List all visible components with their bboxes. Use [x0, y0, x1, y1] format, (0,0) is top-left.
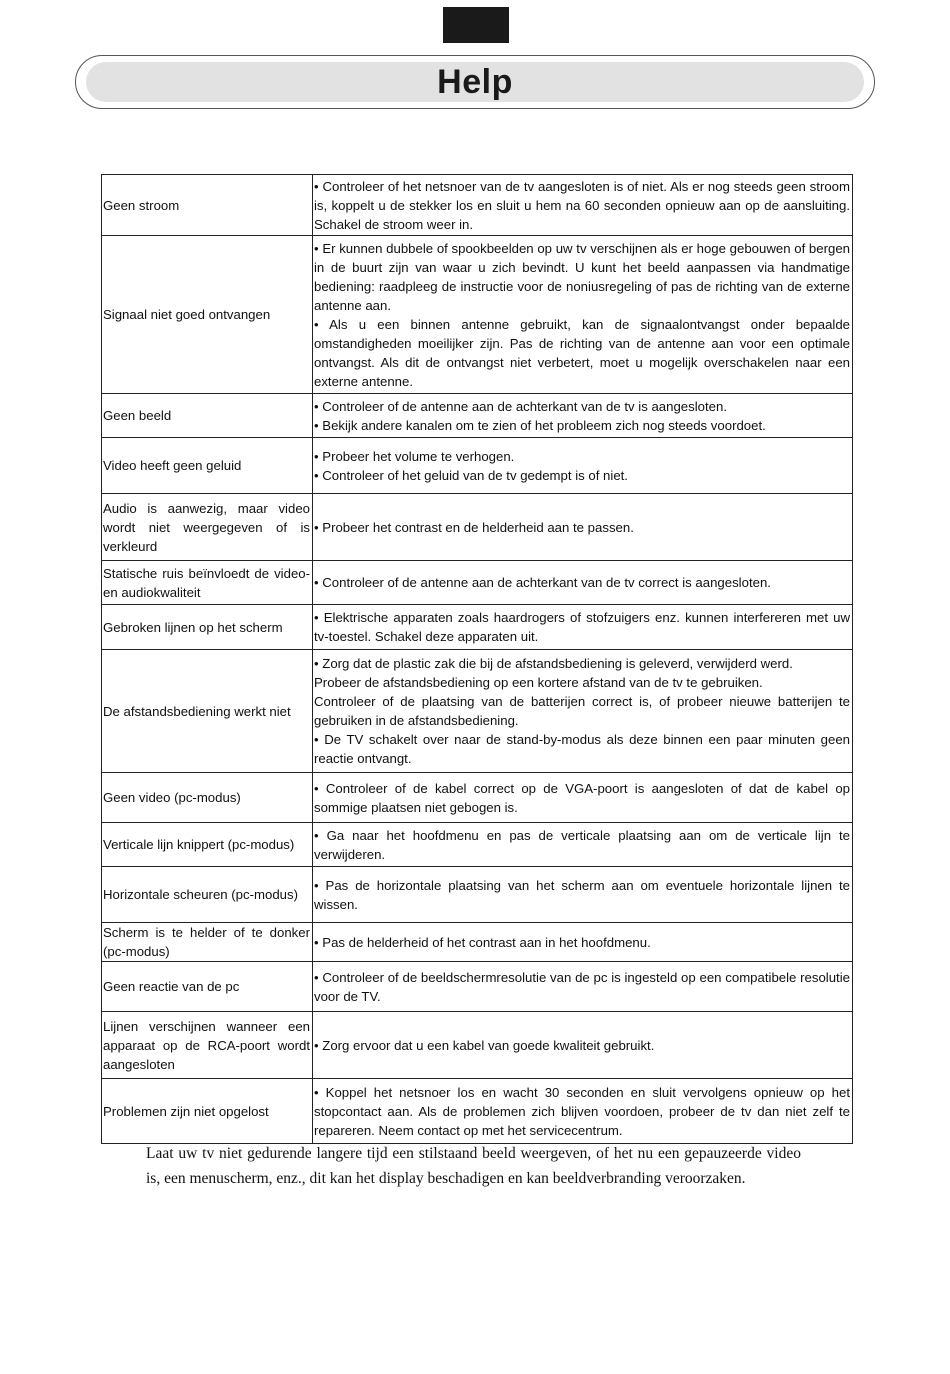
solution-line: • Controleer of de antenne aan de achterkant van de tv is aangesloten. [314, 398, 727, 414]
solution-cell [313, 438, 853, 494]
problem-cell: De afstandsbediening werkt niet [102, 650, 313, 773]
problem-cell: Horizontale scheuren (pc-modus) [102, 867, 313, 923]
solution-cell [313, 561, 853, 605]
solution-line: Probeer de afstandsbediening op een kortere afstand van de tv te gebruiken. [314, 675, 763, 690]
troubleshooting-table [101, 174, 853, 1144]
table-row [102, 867, 853, 923]
table-row [102, 175, 853, 236]
table-row [102, 1012, 853, 1079]
table-row [102, 823, 853, 867]
solution-line: • Ga naar het hoofdmenu en pas de verticale plaatsing aan om de verticale lijn te verwijderen. [314, 827, 850, 862]
problem-cell: Geen stroom [102, 175, 313, 236]
solution-line: • Controleer of het geluid van de tv gedempt is of niet. [314, 467, 628, 483]
table-row [102, 494, 853, 561]
solution-line: • Controleer of de antenne aan de achterkant van de tv correct is aangesloten. [314, 575, 771, 590]
help-banner [75, 55, 875, 109]
table-row [102, 394, 853, 438]
table-row [102, 1079, 853, 1144]
table-row [102, 773, 853, 823]
solution-line: • Koppel het netsnoer los en wacht 30 seconden en sluit vervolgens opnieuw op het stopcontact aan. Als de problemen zich blijven voordoen, probeer de tv dan niet zelf te repareren. Neem contact op met het servicecentrum. [314, 1084, 850, 1138]
problem-cell: Gebroken lijnen op het scherm [102, 605, 313, 650]
solution-line: • Pas de horizontale plaatsing van het scherm aan om eventuele horizontale lijnen te wissen. [314, 877, 850, 912]
solution-line: • Bekijk andere kanalen om te zien of het probleem zich nog steeds voordoet. [314, 417, 766, 433]
solution-line: • Controleer of de beeldschermresolutie van de pc is ingesteld op een compatibele resolutie voor de TV. [314, 969, 850, 1004]
problem-cell: Geen reactie van de pc [102, 962, 313, 1012]
problem-cell: Video heeft geen geluid [102, 438, 313, 494]
problem-cell: Statische ruis beïnvloedt de video- en audiokwaliteit [102, 561, 313, 605]
solution-cell [313, 1012, 853, 1079]
solution-cell [313, 605, 853, 650]
problem-cell: Signaal niet goed ontvangen [102, 236, 313, 394]
page-tab-marker [443, 7, 509, 43]
burn-in-warning: Laat uw tv niet gedurende langere tijd een stilstaand beeld weergeven, of het nu een gepauzeerde video is, een menuscherm, enz., dit kan het display beschadigen en kan beeldverbranding veroorzaken. [146, 1145, 801, 1187]
table-row [102, 923, 853, 962]
solution-cell [313, 175, 853, 236]
solution-line: Controleer of de plaatsing van de batterijen correct is, of probeer nieuwe batterijen te gebruiken in de afstandsbediening. [314, 694, 850, 728]
solution-line: • Zorg ervoor dat u een kabel van goede kwaliteit gebruikt. [314, 1037, 655, 1053]
solution-line: • Pas de helderheid of het contrast aan in het hoofdmenu. [314, 934, 651, 950]
solution-cell [313, 494, 853, 561]
help-banner-inner [86, 62, 864, 102]
problem-cell: Scherm is te helder of te donker (pc-modus) [102, 923, 313, 962]
solution-line: • Probeer het contrast en de helderheid aan te passen. [314, 519, 634, 535]
solution-line: • De TV schakelt over naar de stand-by-modus als deze binnen een paar minuten geen reactie ontvangt. [314, 732, 850, 766]
solution-cell [313, 1079, 853, 1144]
solution-cell [313, 867, 853, 923]
problem-cell: Geen video (pc-modus) [102, 773, 313, 823]
page-title: Help [437, 62, 513, 101]
solution-cell [313, 823, 853, 867]
problem-cell: Geen beeld [102, 394, 313, 438]
table-row [102, 236, 853, 394]
problem-cell: Audio is aanwezig, maar video wordt niet weergegeven of is verkleurd [102, 494, 313, 561]
solution-line: • Als u een binnen antenne gebruikt, kan de signaalontvangst onder bepaalde omstandigheden moeilijker zijn. Pas de richting van de antenne aan voor een optimale ontvangst. Als dit de ontvangst niet verbetert, moet u mogelijk overschakelen naar een externe antenne. [314, 316, 850, 389]
solution-cell [313, 773, 853, 823]
solution-cell [313, 923, 853, 962]
solution-line: • Controleer of de kabel correct op de VGA-poort is aangesloten of dat de kabel op sommige plaatsen niet gebogen is. [314, 780, 850, 815]
table-row [102, 438, 853, 494]
problem-cell: Lijnen verschijnen wanneer een apparaat op de RCA-poort wordt aangesloten [102, 1012, 313, 1079]
table-row [102, 962, 853, 1012]
solution-line: • Controleer of het netsnoer van de tv aangesloten is of niet. Als er nog steeds geen stroom is, koppelt u de stekker los en sluit u hem na 60 seconden opnieuw aan op de aansluiting. Schakel de stroom weer in. [314, 178, 850, 232]
table-row [102, 561, 853, 605]
solution-cell [313, 236, 853, 394]
problem-cell: Problemen zijn niet opgelost [102, 1079, 313, 1144]
solution-line: • Er kunnen dubbele of spookbeelden op uw tv verschijnen als er hoge gebouwen of bergen in de buurt zijn van waar u zich bevindt. U kunt het beeld aanpassen via handmatige bediening: raadpleeg de instructie voor de noniusregeling of pas de richting van de externe antenne aan. [314, 240, 850, 313]
solution-cell [313, 650, 853, 773]
solution-cell [313, 962, 853, 1012]
solution-cell [313, 394, 853, 438]
solution-line: • Zorg dat de plastic zak die bij de afstandsbediening is geleverd, verwijderd werd. [314, 656, 793, 671]
problem-cell: Verticale lijn knippert (pc-modus) [102, 823, 313, 867]
solution-line: • Probeer het volume te verhogen. [314, 448, 515, 464]
table-row [102, 605, 853, 650]
table-row [102, 650, 853, 773]
solution-line: • Elektrische apparaten zoals haardrogers of stofzuigers enz. kunnen interfereren met uw tv-toestel. Schakel deze apparaten uit. [314, 610, 850, 644]
